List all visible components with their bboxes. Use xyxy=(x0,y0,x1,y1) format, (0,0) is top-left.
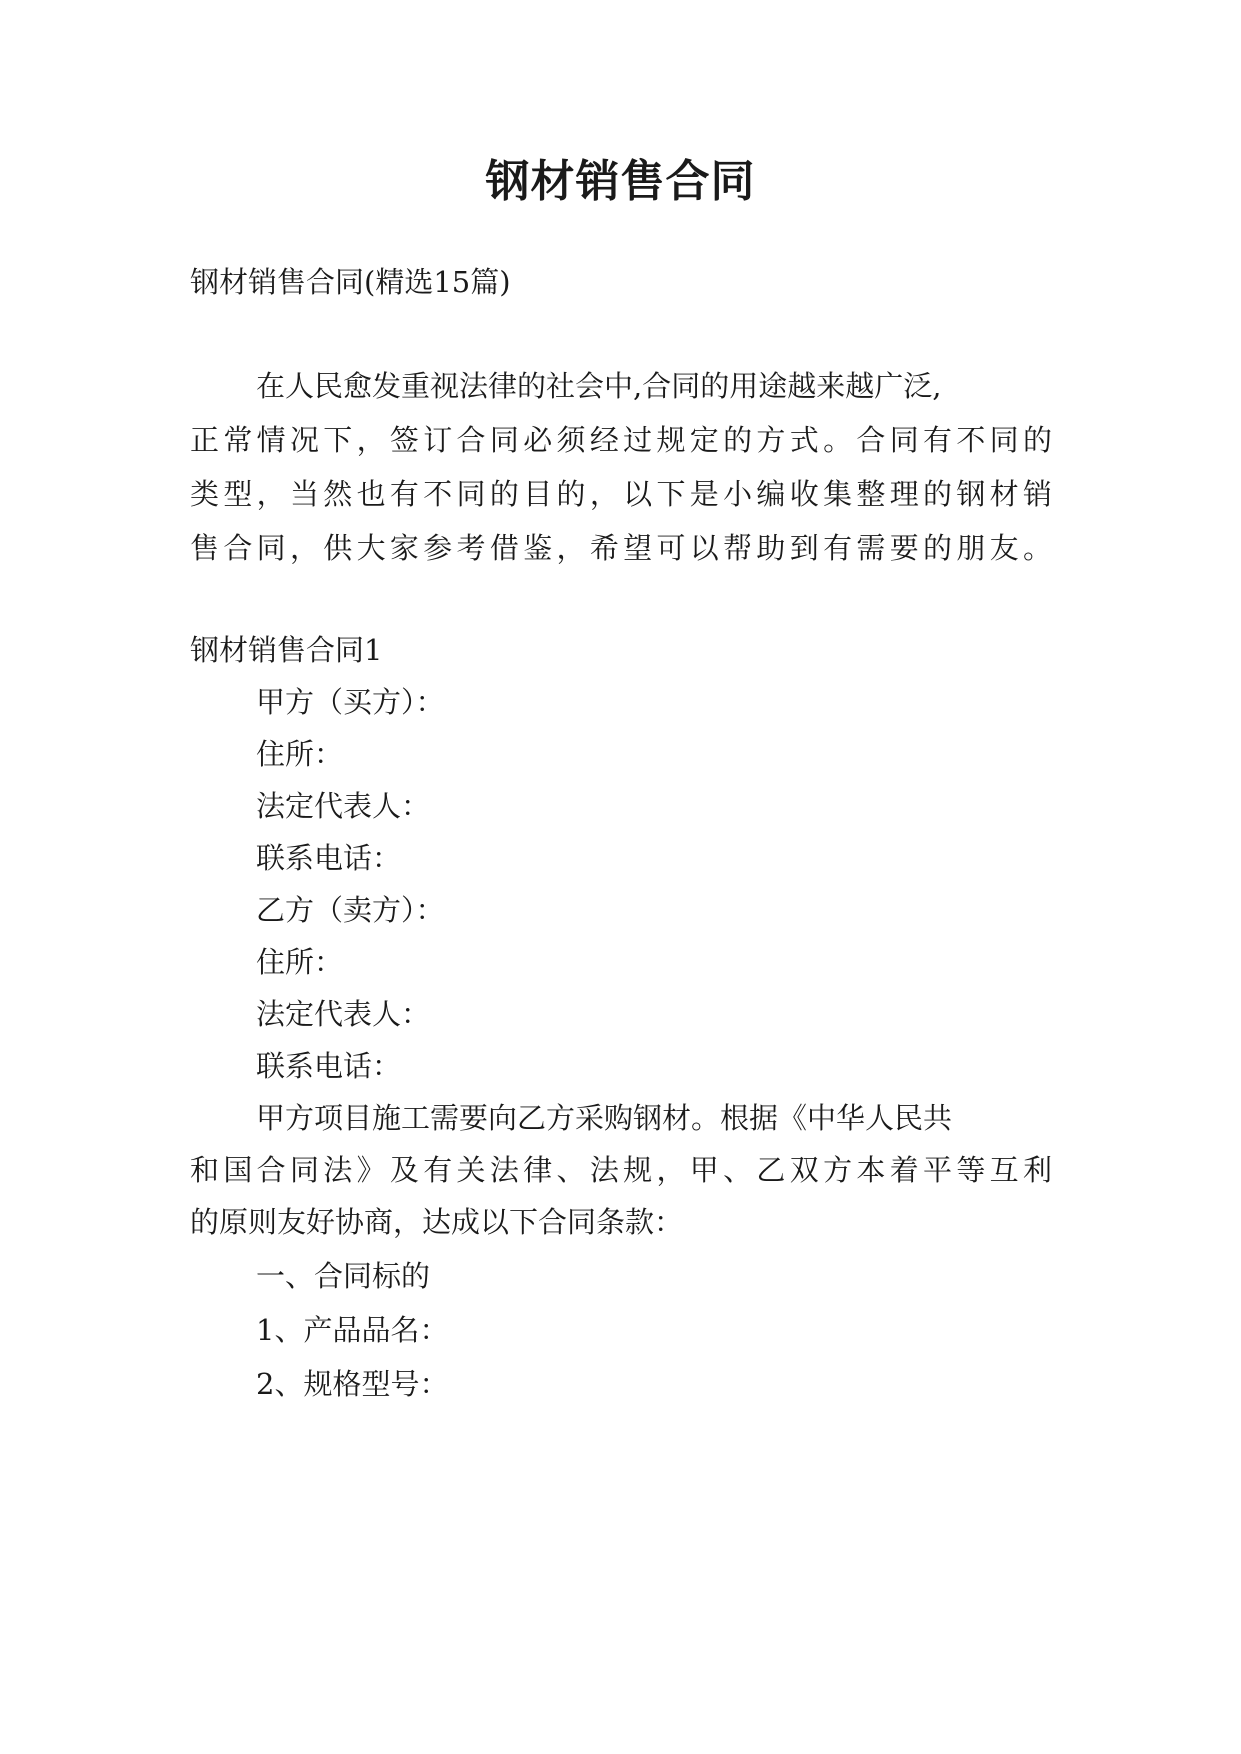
party-a-address: 住所： xyxy=(256,737,344,771)
party-b-address: 住所： xyxy=(256,945,344,979)
intro-line-1: 在人民愈发重视法律的社会中,合同的用途越来越广泛, xyxy=(256,369,942,403)
party-a-representative: 法定代表人： xyxy=(256,789,431,823)
preamble-line-1: 甲方项目施工需要向乙方采购钢材。根据《中华人民共 xyxy=(256,1101,953,1135)
section-heading: 钢材销售合同1 xyxy=(190,633,383,667)
party-b-phone: 联系电话： xyxy=(256,1049,402,1083)
party-a-label: 甲方（买方）： xyxy=(256,685,445,719)
party-b-label: 乙方（卖方）： xyxy=(256,893,445,927)
document-subtitle: 钢材销售合同(精选15篇) xyxy=(190,265,511,299)
preamble-line-2: 和国合同法》及有关法律、法规，甲、乙双方本着平等互利 xyxy=(190,1153,1052,1187)
clause-heading: 一、合同标的 xyxy=(256,1259,431,1293)
clause-item-spec-model: 2、规格型号： xyxy=(256,1367,449,1401)
party-b-representative: 法定代表人： xyxy=(256,997,431,1031)
intro-line-3: 类型，当然也有不同的目的，以下是小编收集整理的钢材销 xyxy=(190,477,1052,511)
preamble-line-3: 的原则友好协商，达成以下合同条款： xyxy=(190,1205,684,1239)
intro-line-2: 正常情况下，签订合同必须经过规定的方式。合同有不同的 xyxy=(190,423,1052,457)
document-title: 钢材销售合同 xyxy=(485,156,756,207)
intro-line-4: 售合同，供大家参考借鉴，希望可以帮助到有需要的朋友。 xyxy=(190,531,1052,565)
party-a-phone: 联系电话： xyxy=(256,841,402,875)
clause-item-product-name: 1、产品品名： xyxy=(256,1313,449,1347)
